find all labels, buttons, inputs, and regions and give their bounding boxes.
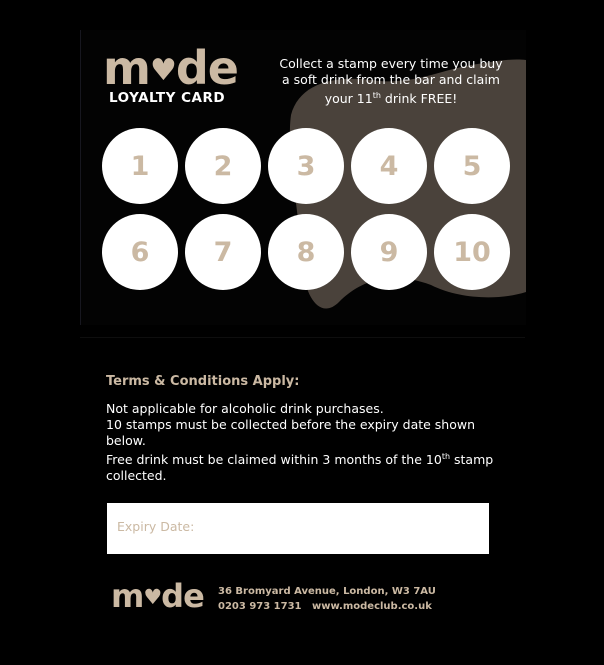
- logo-suffix: de: [175, 41, 238, 95]
- card-front: [80, 30, 526, 325]
- footer-logo-suffix: de: [161, 577, 204, 615]
- stamp-1: 1: [102, 128, 178, 204]
- stamp-6: 6: [102, 214, 178, 290]
- footer-contact: [218, 584, 436, 614]
- card-label: LOYALTY CARD: [109, 90, 226, 106]
- stamp-3: 3: [268, 128, 344, 204]
- logo-prefix: m: [103, 41, 150, 95]
- terms-line-3-end: stamp collected.: [106, 452, 494, 484]
- promo-line-1: Collect a stamp every time you buy: [279, 56, 503, 71]
- card-divider: [80, 337, 525, 338]
- expiry-date-label: Expiry Date:: [117, 519, 195, 534]
- stamp-5: 5: [434, 128, 510, 204]
- footer-website[interactable]: www.modeclub.co.uk: [311, 601, 432, 612]
- footer-address: 36 Bromyard Avenue, London, W3 7AU: [218, 586, 436, 597]
- footer-phone: 0203 973 1731: [218, 601, 302, 612]
- promo-text: [271, 56, 511, 107]
- footer-contact-line: [218, 599, 436, 614]
- terms-section: [106, 374, 496, 484]
- stamp-4: 4: [351, 128, 427, 204]
- heart-icon: ♥: [149, 53, 176, 88]
- terms-ordinal: th: [441, 452, 451, 461]
- stamp-2: 2: [185, 128, 261, 204]
- promo-line-3-end: drink FREE!: [380, 91, 458, 107]
- promo-line-2: a soft drink from the bar and claim: [282, 72, 500, 87]
- terms-line-3: [106, 449, 496, 484]
- terms-line-3-start: Free drink must be claimed within 3 months of the 10: [106, 452, 442, 468]
- stamp-10: 10: [434, 214, 510, 290]
- promo-line-3: [271, 88, 511, 107]
- promo-line-3-start: your 11: [324, 91, 373, 107]
- expiry-date-field[interactable]: [107, 503, 489, 554]
- stamp-8: 8: [268, 214, 344, 290]
- footer-heart-icon: ♥: [143, 585, 162, 609]
- terms-line-1: Not applicable for alcoholic drink purchases.: [106, 401, 384, 416]
- stamp-9: 9: [351, 214, 427, 290]
- footer-logo-prefix: m: [111, 577, 144, 615]
- terms-title: Terms & Conditions Apply:: [106, 374, 300, 389]
- stamp-7: 7: [185, 214, 261, 290]
- terms-line-2: 10 stamps must be collected before the expiry date shown below.: [106, 417, 476, 448]
- footer-logo: [111, 573, 204, 620]
- promo-ordinal: th: [372, 91, 381, 100]
